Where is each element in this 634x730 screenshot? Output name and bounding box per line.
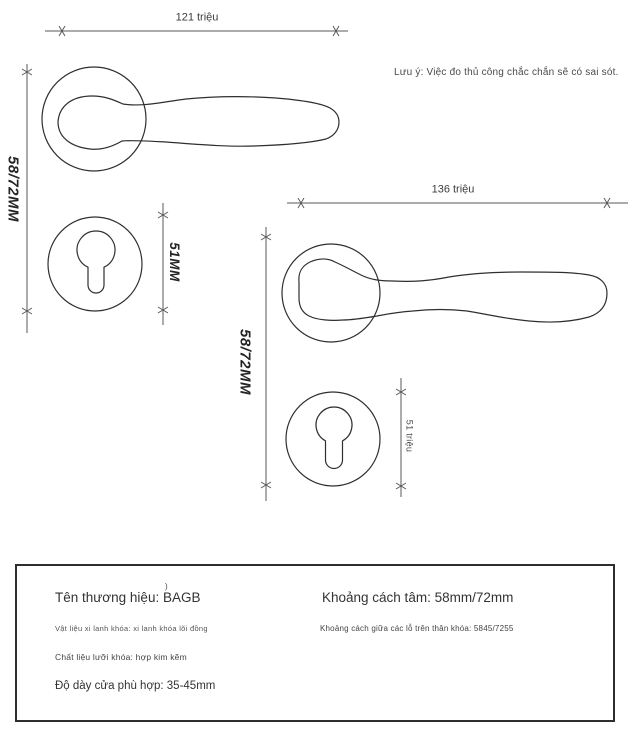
fig1-keyhole-shape	[77, 231, 115, 293]
fig1-lever-outline	[58, 96, 339, 149]
fig2-width-dim-label: 136 triệu	[431, 183, 475, 196]
fig2-keyhole-shape	[316, 407, 352, 468]
cylinder-material-text: Vật liệu xi lanh khóa: xi lanh khóa lõi đồng	[55, 624, 208, 633]
fig2-handle-drawing	[282, 244, 607, 342]
fig1-escutcheon-dim-label: 51MM	[166, 242, 182, 282]
brand-name-text: Tên thương hiệu: BAGB	[55, 590, 201, 605]
fig2-rose-circle	[282, 244, 380, 342]
fig2-center-distance-label: 58/72MM	[236, 328, 254, 396]
spec-box	[15, 564, 615, 722]
fig2-dimension-lines	[261, 198, 628, 501]
center-distance-text: Khoảng cách tâm: 58mm/72mm	[322, 590, 514, 605]
fig2-escutcheon-circle	[286, 392, 380, 486]
fig1-rose-circle	[42, 67, 146, 171]
fig1-escutcheon-drawing	[48, 217, 142, 311]
brand-superscript: )	[165, 582, 168, 591]
fig2-escutcheon-drawing	[286, 392, 380, 486]
door-thickness-text: Độ dày cửa phù hợp: 35-45mm	[55, 680, 216, 692]
fig1-center-distance-label: 58/72MM	[4, 155, 22, 223]
measurement-disclaimer-note: Lưu ý: Việc đo thủ công chắc chắn sẽ có sai sót.	[394, 67, 619, 78]
hole-distance-text: Khoảng cách giữa các lỗ trên thân khóa: 5845/7255	[320, 624, 514, 633]
latch-material-text: Chất liệu lưỡi khóa: hợp kim kẽm	[55, 652, 187, 662]
fig1-handle-drawing	[42, 67, 339, 171]
fig2-lever-outline	[299, 259, 607, 322]
fig2-escutcheon-dim-label: 51 triệu	[404, 419, 415, 453]
fig1-width-dim-label: 121 triệu	[175, 11, 219, 24]
